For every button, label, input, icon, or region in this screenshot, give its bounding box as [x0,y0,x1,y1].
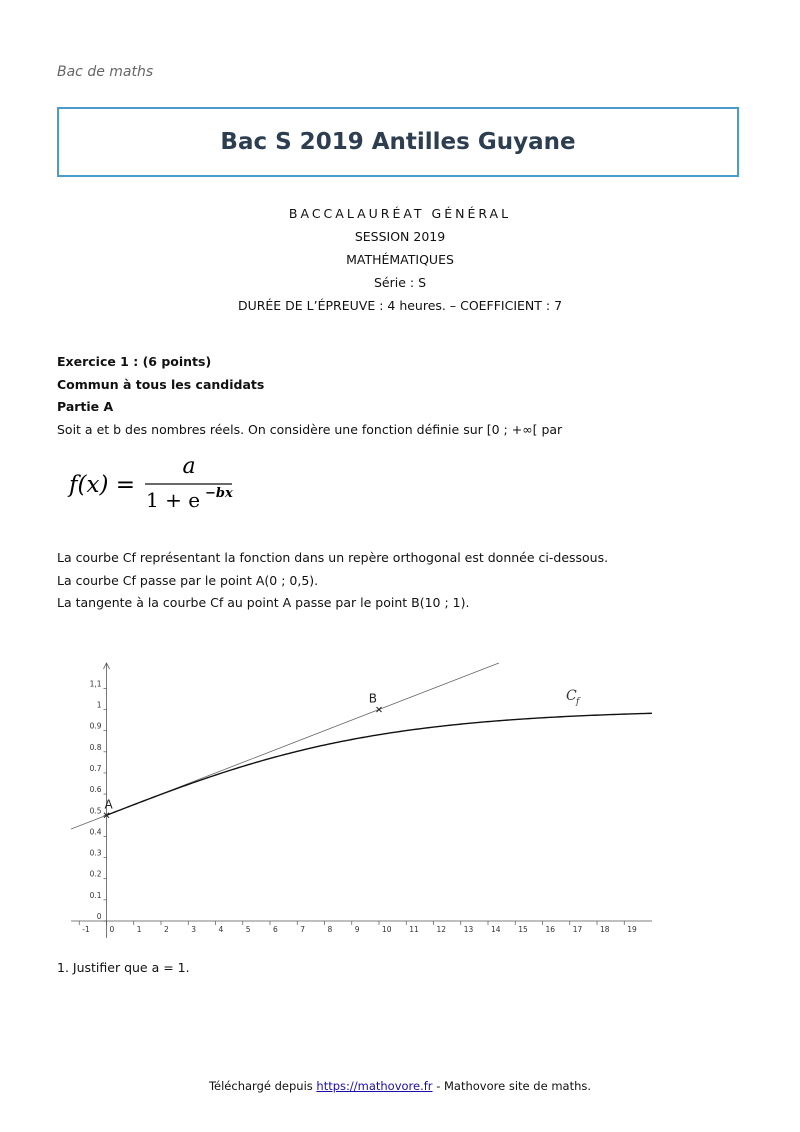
x-tick-label: 18 [600,925,610,934]
question-1: 1. Justifier que a = 1. [57,960,190,975]
x-tick-label: 0 [109,925,115,934]
point-label: A [104,797,113,812]
tangent-description: La tangente à la courbe Cf au point A passe par le point B(10 ; 1). [57,595,470,610]
exam-type: BACCALAURÉAT GÉNÉRAL [288,206,512,221]
x-tick-label: 14 [491,925,501,934]
curve-label-subscript: f [576,697,580,707]
question-list [57,957,747,980]
point-label: B [368,691,377,706]
formula-denominator: 1 + e [146,488,201,512]
x-tick-label: 15 [518,925,528,934]
x-tick-label: 12 [436,925,447,934]
x-tick-label: 7 [300,925,306,934]
curve-description: La courbe Cf représentant la fonction dans un repère orthogonal est donnée ci-dessous. [57,550,609,565]
x-tick-label: 6 [273,925,278,934]
function-formula [66,452,246,516]
x-tick-label: 17 [572,925,583,934]
x-tick-label: 5 [245,925,251,934]
x-tick-label: 19 [627,925,637,934]
x-tick-label: 4 [218,925,224,934]
y-tick-label: 0 [96,912,102,921]
formula-numerator: a [182,454,196,479]
exam-duration: DURÉE DE L’ÉPREUVE : 4 heures. – COEFFICIENT : 7 [237,298,563,313]
y-tick-label: 0.9 [89,721,102,731]
y-tick-label: 0.1 [89,890,102,900]
x-tick-label: 1 [136,925,142,934]
exercise-subheading: Commun à tous les candidats [57,376,265,392]
x-tick-label: 11 [409,925,419,934]
y-tick-label: 0.3 [89,848,102,858]
exercise-header [57,351,747,441]
page-title: Bac S 2019 Antilles Guyane [220,129,576,155]
exam-session: SESSION 2019 [354,229,446,244]
y-tick-label: 0.5 [89,806,102,816]
title-box [57,107,739,177]
x-tick-label: 10 [382,925,392,934]
y-tick-label: 0.7 [89,763,102,773]
y-tick-label: 0.8 [89,742,102,752]
y-tick-label: 0.6 [89,785,102,795]
exercise-heading: Exercice 1 : (6 points) [57,354,212,369]
exercise-part: Partie A [57,399,114,414]
curve-cf [104,713,653,815]
y-tick-label: 1 [96,700,102,710]
page-footer [0,1079,800,1093]
y-tick-label: 0.2 [89,869,102,879]
exercise-description [57,547,747,615]
x-tick-label: 2 [164,925,169,934]
exam-info [0,202,800,317]
x-tick-label: 13 [463,925,474,934]
x-tick-label: 3 [191,925,197,934]
x-tick-label: 8 [327,925,333,934]
running-header: Bac de maths [57,64,154,80]
x-tick-label: 16 [545,925,556,934]
x-tick-label: 9 [354,925,360,934]
curve-label: C [566,688,577,704]
formula-lhs: f(x) = [69,472,143,498]
footer-suffix: - Mathovore site de maths. [432,1079,592,1093]
point-marker [377,707,382,712]
point-a-description: La courbe Cf passe par le point A(0 ; 0,5). [57,572,319,588]
exam-subject: MATHÉMATIQUES [346,252,454,267]
exercise-intro: Soit a et b des nombres réels. On considère une fonction définie sur [0 ; +∞[ par [57,421,563,437]
y-tick-label: 0.4 [89,827,102,837]
y-tick-label: 1,1 [89,679,102,689]
footer-prefix: Téléchargé depuis [208,1079,317,1093]
exam-series: Série : S [373,275,427,290]
x-tick-label: -1 [82,925,90,934]
formula-exponent: −bx [205,486,233,501]
function-graph [62,655,652,940]
mathovore-link[interactable]: https://mathovore.fr [316,1079,433,1093]
